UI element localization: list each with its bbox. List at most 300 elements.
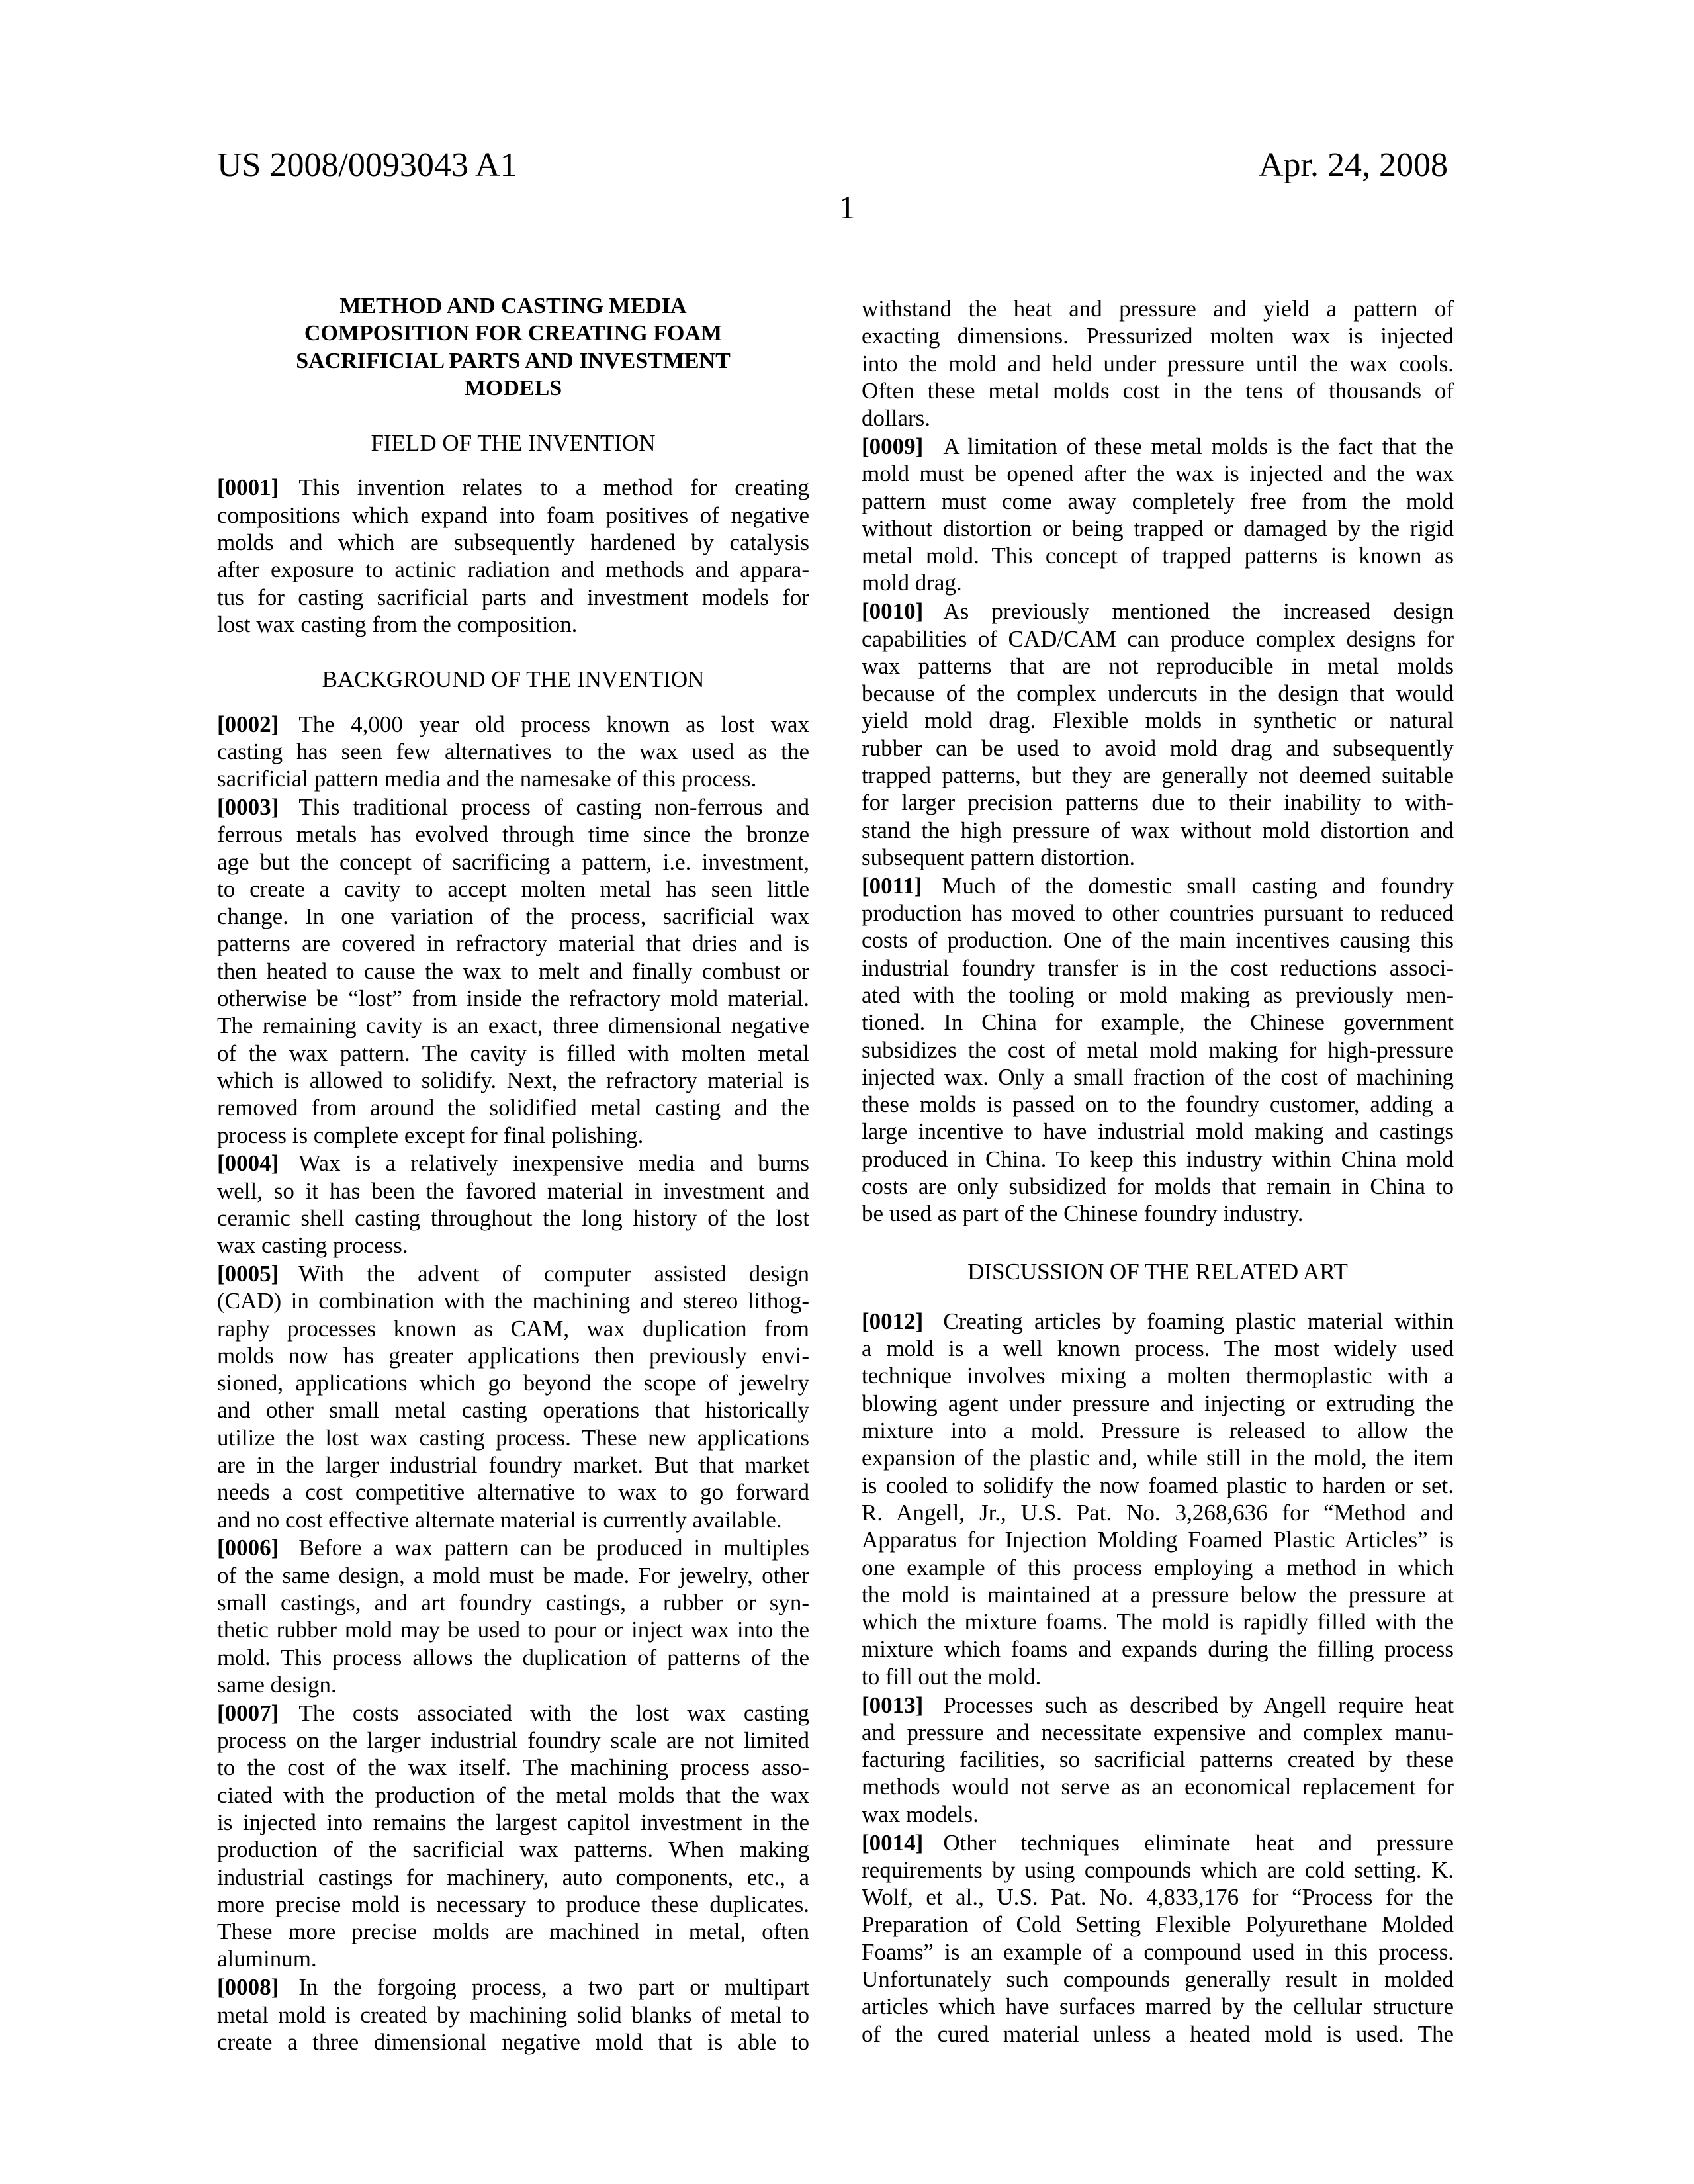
text-line-content bbox=[217, 1616, 809, 1643]
text-line bbox=[217, 1644, 809, 1671]
text-line-content bbox=[217, 738, 809, 765]
text-line-content bbox=[862, 1118, 1454, 1145]
text-line bbox=[217, 1616, 809, 1643]
paragraph bbox=[862, 598, 1454, 871]
paragraph-text: trapped patterns, but they are generally not deemed suitable bbox=[862, 762, 1454, 789]
text-line bbox=[217, 1945, 809, 1972]
text-line-content bbox=[217, 1836, 809, 1863]
text-line-content bbox=[217, 1506, 809, 1533]
text-line-content bbox=[862, 1036, 1454, 1064]
paragraph-text: injected wax. Only a small fraction of the cost of machining bbox=[862, 1064, 1454, 1090]
text-line bbox=[862, 515, 1454, 542]
paragraph-text: wax models. bbox=[862, 1801, 979, 1827]
text-line bbox=[217, 1700, 809, 1727]
text-line-content bbox=[862, 817, 1454, 844]
text-line bbox=[862, 1773, 1454, 1800]
text-line bbox=[217, 1177, 809, 1205]
paragraph-text: because of the complex undercuts in the design that would bbox=[862, 680, 1454, 707]
text-line bbox=[862, 1173, 1454, 1200]
text-line-content bbox=[217, 1067, 809, 1094]
paragraph-text: blowing agent under pressure and injecting or extruding the bbox=[862, 1390, 1454, 1416]
paragraph-text: patterns are covered in refractory material that dries and is bbox=[217, 931, 809, 957]
text-line-content bbox=[217, 1040, 809, 1067]
text-line-content bbox=[217, 1122, 809, 1149]
paragraph-text: lost wax casting from the composition. bbox=[217, 611, 578, 637]
paragraph-text: Preparation of Cold Setting Flexible Polyurethane Molded bbox=[862, 1911, 1454, 1938]
text-line-content bbox=[217, 584, 809, 611]
text-line-content bbox=[862, 1390, 1454, 1417]
text-line-content bbox=[217, 1094, 809, 1121]
text-line bbox=[217, 1479, 809, 1506]
paragraph-text: mixture into a mold. Pressure is released to allow the bbox=[862, 1418, 1454, 1444]
paragraph-text: the mold is maintained at a pressure below the pressure at bbox=[862, 1581, 1454, 1608]
paragraph-text: production of the sacrificial wax patterns. When making bbox=[217, 1837, 809, 1863]
text-line bbox=[862, 1856, 1454, 1884]
paragraph-text: Unfortunately such compounds generally result in molded bbox=[862, 1966, 1454, 1993]
text-line bbox=[862, 707, 1454, 734]
patent-title bbox=[217, 293, 809, 402]
text-line-content bbox=[217, 958, 809, 985]
text-line-content bbox=[217, 1754, 809, 1781]
paragraph-text: Before a wax pattern can be produced in multiples bbox=[298, 1535, 809, 1561]
paragraph-text: more precise mold is necessary to produce these duplicates. bbox=[217, 1891, 809, 1917]
text-line-content bbox=[862, 1009, 1454, 1036]
paragraph-text: mixture which foams and expands during the filling process bbox=[862, 1636, 1454, 1662]
section-heading-related-art: DISCUSSION OF THE RELATED ART bbox=[967, 1258, 1348, 1285]
text-line bbox=[217, 1727, 809, 1754]
section-heading-background: BACKGROUND OF THE INVENTION bbox=[322, 666, 705, 693]
text-line bbox=[217, 1671, 809, 1698]
paragraph-text: into the mold and held under pressure until the wax cools. bbox=[862, 350, 1454, 377]
text-line-content bbox=[862, 762, 1454, 789]
text-line bbox=[217, 794, 809, 821]
text-line-content bbox=[217, 1782, 809, 1809]
paragraph-text: create a three dimensional negative mold that is able to bbox=[217, 2028, 809, 2055]
text-line-content bbox=[217, 2001, 809, 2028]
paragraph-text: ferrous metals has evolved through time since the bronze bbox=[217, 821, 809, 848]
text-line bbox=[862, 1692, 1454, 1719]
text-line-content bbox=[862, 1554, 1454, 1581]
paragraph-text: Other techniques eliminate heat and pressure bbox=[943, 1829, 1454, 1856]
paragraph-number: [0009] bbox=[862, 433, 924, 459]
publication-number: US 2008/0093043 A1 bbox=[217, 146, 517, 184]
paragraph-text: requirements by using compounds which are cold setting. K. bbox=[862, 1856, 1454, 1883]
text-line-content bbox=[862, 1635, 1454, 1662]
paragraph-text: As previously mentioned the increased design bbox=[943, 598, 1454, 625]
text-line bbox=[862, 542, 1454, 569]
text-line-content bbox=[217, 1918, 809, 1945]
title-line: COMPOSITION FOR CREATING FOAM bbox=[304, 321, 723, 346]
text-line-content bbox=[217, 1396, 809, 1424]
text-line-content bbox=[862, 1829, 1454, 1856]
text-line-content bbox=[862, 1173, 1454, 1200]
paragraph-number: [0007] bbox=[217, 1700, 279, 1726]
text-line bbox=[217, 1260, 809, 1287]
text-line bbox=[217, 738, 809, 765]
paragraph-text: of the cured material unless a heated mold is used. The bbox=[862, 2021, 1454, 2047]
text-line-content bbox=[217, 1809, 809, 1836]
text-line bbox=[217, 1232, 809, 1259]
paragraph-text: which is allowed to solidify. Next, the refractory material is bbox=[217, 1067, 809, 1093]
text-line bbox=[862, 680, 1454, 707]
text-line-content bbox=[217, 611, 809, 638]
text-line-content bbox=[862, 1308, 1454, 1335]
paragraph-text: stand the high pressure of wax without mold distortion and bbox=[862, 817, 1454, 843]
text-line bbox=[217, 2028, 809, 2056]
paragraph-number: [0003] bbox=[217, 794, 279, 820]
text-line bbox=[862, 598, 1454, 625]
text-line-content bbox=[217, 502, 809, 529]
paragraph-number: [0010] bbox=[862, 598, 924, 625]
text-line bbox=[862, 1390, 1454, 1417]
text-line-content bbox=[862, 899, 1454, 927]
text-line bbox=[862, 1064, 1454, 1091]
text-line-content bbox=[862, 598, 1454, 625]
paragraph-text: same design. bbox=[217, 1671, 337, 1698]
text-line bbox=[862, 350, 1454, 377]
page-number: 1 bbox=[838, 189, 856, 226]
text-line bbox=[862, 1966, 1454, 1993]
paragraph-text: ceramic shell casting throughout the long history of the lost bbox=[217, 1205, 809, 1231]
paragraph-text: metal mold. This concept of trapped patterns is known as bbox=[862, 543, 1454, 569]
text-line-content bbox=[862, 735, 1454, 762]
paragraph-text: mold drag. bbox=[862, 570, 962, 596]
text-line bbox=[862, 1746, 1454, 1773]
text-line-content bbox=[862, 1526, 1454, 1553]
text-line-content bbox=[862, 433, 1454, 460]
text-line bbox=[862, 377, 1454, 404]
text-line-content bbox=[217, 1315, 809, 1342]
text-line-content bbox=[217, 1150, 809, 1177]
text-line-content bbox=[862, 927, 1454, 954]
paragraph-text: industrial castings for machinery, auto components, etc., a bbox=[217, 1864, 809, 1890]
text-line bbox=[862, 1884, 1454, 1911]
paragraph-text: then heated to cause the wax to melt and finally combust or bbox=[217, 958, 809, 984]
text-line bbox=[217, 930, 809, 957]
text-line-content bbox=[862, 322, 1454, 349]
text-line-content bbox=[862, 1692, 1454, 1719]
paragraph-text: molds now has greater applications then previously envi- bbox=[217, 1342, 809, 1369]
text-line bbox=[217, 1974, 809, 2001]
paragraph-text: aluminum. bbox=[217, 1946, 317, 1972]
text-line bbox=[862, 1719, 1454, 1746]
paragraph-text: is injected into remains the largest capitol investment in the bbox=[217, 1809, 809, 1835]
paragraph-text: production has moved to other countries pursuant to reduced bbox=[862, 900, 1454, 927]
paragraph-text: (CAD) in combination with the machining and stereo lithog- bbox=[217, 1288, 809, 1314]
text-line bbox=[217, 903, 809, 930]
paragraph-text: and other small metal casting operations that historically bbox=[217, 1397, 809, 1424]
related-art-paragraphs bbox=[862, 1308, 1454, 2048]
text-line-content bbox=[217, 794, 809, 821]
text-line bbox=[862, 954, 1454, 981]
publication-date: Apr. 24, 2008 bbox=[1259, 146, 1448, 184]
text-line bbox=[217, 1396, 809, 1424]
text-line-content bbox=[862, 1146, 1454, 1173]
paragraph-text: Much of the domestic small casting and foundry bbox=[942, 872, 1454, 899]
paragraph-text: metal mold is created by machining solid blanks of metal to bbox=[217, 2001, 809, 2028]
text-line bbox=[217, 1094, 809, 1121]
text-line bbox=[217, 1589, 809, 1616]
paragraph-text: wax casting process. bbox=[217, 1232, 408, 1259]
paragraph-text: are in the larger industrial foundry market. But that market bbox=[217, 1452, 809, 1479]
text-line-content bbox=[862, 569, 1454, 596]
text-line-content bbox=[862, 377, 1454, 404]
text-line-content bbox=[217, 1287, 809, 1314]
text-line-content bbox=[217, 765, 809, 792]
text-line-content bbox=[862, 404, 1454, 432]
text-line-content bbox=[217, 1260, 809, 1287]
text-line bbox=[862, 625, 1454, 653]
paragraph-text: Foams” is an example of a compound used in this process. bbox=[862, 1938, 1454, 1965]
text-line-content bbox=[862, 1663, 1454, 1690]
paragraph-text: of the wax pattern. The cavity is filled with molten metal bbox=[217, 1040, 809, 1066]
paragraph-text: needs a cost competitive alternative to wax to go forward bbox=[217, 1479, 809, 1506]
text-line bbox=[217, 1342, 809, 1369]
text-line-content bbox=[217, 1864, 809, 1891]
paragraph-text: change. In one variation of the process, sacrificial wax bbox=[217, 903, 809, 930]
paragraph-text: Creating articles by foaming plastic material within bbox=[943, 1308, 1454, 1334]
paragraph-text: methods would not serve as an economical replacement for bbox=[862, 1774, 1454, 1800]
paragraph-text: produced in China. To keep this industry within China mold bbox=[862, 1146, 1454, 1172]
paragraph-text: capabilities of CAD/CAM can produce complex designs for bbox=[862, 625, 1454, 652]
paragraph bbox=[217, 1700, 809, 1973]
text-line-content bbox=[217, 848, 809, 876]
text-line-content bbox=[862, 350, 1454, 377]
text-line bbox=[862, 1499, 1454, 1526]
paragraph-text: rubber can be used to avoid mold drag and subsequently bbox=[862, 735, 1454, 761]
paragraph-text: tioned. In China for example, the Chinese government bbox=[862, 1009, 1454, 1036]
text-line bbox=[217, 1122, 809, 1149]
paragraph-text: to fill out the mold. bbox=[862, 1663, 1042, 1690]
text-line-content bbox=[862, 460, 1454, 487]
paragraph-number: [0002] bbox=[217, 711, 279, 737]
paragraph bbox=[217, 794, 809, 1149]
text-line-content bbox=[862, 844, 1454, 871]
text-line bbox=[217, 711, 809, 738]
text-line bbox=[862, 1801, 1454, 1828]
paragraph-text: tus for casting sacrificial parts and investment models for bbox=[217, 584, 809, 610]
text-line-content bbox=[862, 625, 1454, 653]
text-line-content bbox=[862, 789, 1454, 816]
text-line-content bbox=[217, 1562, 809, 1589]
text-line bbox=[217, 848, 809, 876]
text-line-content bbox=[862, 1200, 1454, 1227]
text-line bbox=[217, 1287, 809, 1314]
text-line bbox=[862, 653, 1454, 680]
text-line-content bbox=[862, 1581, 1454, 1608]
text-line bbox=[862, 1911, 1454, 1938]
text-line bbox=[217, 1562, 809, 1589]
paragraph bbox=[217, 1260, 809, 1533]
text-line bbox=[862, 872, 1454, 899]
text-line bbox=[217, 821, 809, 848]
text-line-content bbox=[862, 1091, 1454, 1118]
paragraph-text: industrial foundry transfer is in the cost reductions associ- bbox=[862, 954, 1454, 981]
paragraph-text: thetic rubber mold may be used to pour or inject wax into the bbox=[217, 1617, 809, 1643]
text-line bbox=[862, 1118, 1454, 1145]
paragraph-text: sioned, applications which go beyond the scope of jewelry bbox=[217, 1370, 809, 1396]
paragraph-text: exacting dimensions. Pressurized molten wax is injected bbox=[862, 323, 1454, 349]
paragraph-number: [0005] bbox=[217, 1261, 279, 1287]
paragraph-text: subsequent pattern distortion. bbox=[862, 844, 1136, 870]
text-line-content bbox=[862, 680, 1454, 707]
paragraph-text: process on the larger industrial foundry scale are not limited bbox=[217, 1727, 809, 1754]
text-line-content bbox=[862, 1773, 1454, 1800]
paragraph-text: without distortion or being trapped or damaged by the rigid bbox=[862, 515, 1454, 541]
text-line-content bbox=[862, 488, 1454, 515]
paragraph-number: [0006] bbox=[217, 1535, 279, 1561]
text-line bbox=[217, 584, 809, 611]
text-line bbox=[217, 1369, 809, 1396]
text-line bbox=[862, 295, 1454, 322]
paragraph-text: small castings, and art foundry castings, a rubber or syn- bbox=[217, 1590, 809, 1616]
paragraph-text: utilize the lost wax casting process. These new applications bbox=[217, 1424, 809, 1451]
text-line bbox=[862, 2021, 1454, 2048]
paragraph-text: With the advent of computer assisted design bbox=[298, 1261, 809, 1287]
text-line bbox=[862, 1635, 1454, 1662]
paragraph-number: [0014] bbox=[862, 1829, 924, 1856]
paragraph-text: yield mold drag. Flexible molds in synthetic or natural bbox=[862, 707, 1454, 734]
text-line bbox=[217, 958, 809, 985]
text-line-content bbox=[862, 1801, 1454, 1828]
text-line-content bbox=[862, 981, 1454, 1009]
text-line bbox=[217, 1205, 809, 1232]
paragraph-text: well, so it has been the favored material in investment and bbox=[217, 1177, 809, 1204]
paragraph-number: [0001] bbox=[217, 475, 279, 501]
text-line-content bbox=[217, 1451, 809, 1479]
left-column bbox=[217, 293, 809, 2057]
text-line bbox=[862, 1472, 1454, 1499]
text-line bbox=[217, 1040, 809, 1067]
text-line bbox=[862, 927, 1454, 954]
text-line-content bbox=[862, 542, 1454, 569]
text-line-content bbox=[862, 2021, 1454, 2048]
text-line-content bbox=[217, 1232, 809, 1259]
paragraph-text: In the forgoing process, a two part or multipart bbox=[298, 1974, 809, 2001]
text-line-content bbox=[862, 1335, 1454, 1362]
paragraph-text: ciated with the production of the metal molds that the wax bbox=[217, 1782, 809, 1808]
text-line bbox=[862, 404, 1454, 432]
field-paragraphs bbox=[217, 474, 809, 638]
paragraph-text: age but the concept of sacrificing a pattern, i.e. investment, bbox=[217, 848, 809, 875]
paragraph-number: [0011] bbox=[862, 872, 922, 899]
text-line-content bbox=[217, 1342, 809, 1369]
text-line bbox=[217, 529, 809, 556]
text-line bbox=[862, 1526, 1454, 1553]
paragraph bbox=[862, 872, 1454, 1228]
paragraph-text: This traditional process of casting non-ferrous and bbox=[298, 794, 809, 820]
paragraph-text: Wax is a relatively inexpensive media and burns bbox=[298, 1150, 809, 1177]
paragraph-text: raphy processes known as CAM, wax duplication from bbox=[217, 1315, 809, 1342]
text-line-content bbox=[862, 954, 1454, 981]
text-line bbox=[862, 1663, 1454, 1690]
text-line bbox=[217, 1809, 809, 1836]
paragraph-text: mold must be opened after the wax is injected and the wax bbox=[862, 461, 1454, 487]
text-line bbox=[217, 611, 809, 638]
text-line-content bbox=[862, 653, 1454, 680]
paragraph-text: The remaining cavity is an exact, three dimensional negative bbox=[217, 1013, 809, 1039]
paragraph-text: mold. This process allows the duplication of patterns of the bbox=[217, 1644, 809, 1670]
paragraph-text: molds and which are subsequently hardened by catalysis bbox=[217, 529, 809, 556]
paragraph-text: articles which have surfaces marred by the cellular structure bbox=[862, 1993, 1454, 2020]
text-line-content bbox=[217, 985, 809, 1012]
paragraph-text: to create a cavity to accept molten metal has seen little bbox=[217, 876, 809, 902]
text-line-content bbox=[217, 1644, 809, 1671]
paragraph-text: A limitation of these metal molds is the fact that the bbox=[943, 433, 1454, 459]
paragraph-number: [0012] bbox=[862, 1308, 924, 1334]
paragraph-text: wax patterns that are not reproducible in metal molds bbox=[862, 653, 1454, 679]
text-line bbox=[862, 1200, 1454, 1227]
text-line bbox=[217, 1534, 809, 1561]
paragraph-text: pattern must come away completely free from the mold bbox=[862, 488, 1454, 514]
paragraph-text: facturing facilities, so sacrificial patterns created by these bbox=[862, 1747, 1454, 1773]
paragraph-text: these molds is passed on to the foundry customer, adding a bbox=[862, 1091, 1454, 1118]
text-line-content bbox=[862, 1746, 1454, 1773]
text-line bbox=[862, 1554, 1454, 1581]
text-line-content bbox=[217, 903, 809, 930]
paragraph-text: dollars. bbox=[862, 405, 931, 432]
text-line-content bbox=[862, 1362, 1454, 1389]
text-line-content bbox=[862, 295, 1454, 322]
text-line bbox=[217, 1782, 809, 1809]
text-line bbox=[862, 1308, 1454, 1335]
text-line bbox=[862, 981, 1454, 1009]
text-line bbox=[217, 1150, 809, 1177]
text-line-content bbox=[862, 1911, 1454, 1938]
text-line bbox=[217, 1424, 809, 1451]
paragraph-text: technique involves mixing a molten thermoplastic with a bbox=[862, 1363, 1454, 1389]
text-line-content bbox=[217, 711, 809, 738]
text-line bbox=[862, 1993, 1454, 2020]
paragraph-text: subsidizes the cost of metal mold making for high-pressure bbox=[862, 1036, 1454, 1063]
text-line-content bbox=[217, 1589, 809, 1616]
paragraph-text: after exposure to actinic radiation and methods and appara- bbox=[217, 557, 809, 583]
text-line-content bbox=[217, 876, 809, 903]
paragraph-text: for larger precision patterns due to their inability to with- bbox=[862, 790, 1454, 816]
text-line-content bbox=[862, 1966, 1454, 1993]
text-line bbox=[217, 556, 809, 583]
paragraph-text: withstand the heat and pressure and yield a pattern of bbox=[862, 296, 1454, 322]
paragraph bbox=[217, 711, 809, 793]
paragraph-text: expansion of the plastic and, while still in the mold, the item bbox=[862, 1445, 1454, 1471]
text-line-content bbox=[217, 1177, 809, 1205]
text-line-content bbox=[217, 529, 809, 556]
paragraph-text: Processes such as described by Angell require heat bbox=[943, 1692, 1454, 1718]
text-line bbox=[862, 844, 1454, 871]
paragraph-text: R. Angell, Jr., U.S. Pat. No. 3,268,636 for “Method and bbox=[862, 1499, 1454, 1525]
text-line bbox=[862, 1938, 1454, 1966]
paragraph-text: costs of production. One of the main incentives causing this bbox=[862, 927, 1454, 954]
text-line-content bbox=[217, 1727, 809, 1754]
text-line bbox=[862, 1608, 1454, 1635]
text-line bbox=[217, 1315, 809, 1342]
paragraph-text: and no cost effective alternate material is currently available. bbox=[217, 1506, 782, 1533]
text-line-content bbox=[862, 1938, 1454, 1966]
text-line-content bbox=[862, 1993, 1454, 2020]
text-line bbox=[862, 762, 1454, 789]
text-line bbox=[862, 460, 1454, 487]
text-line bbox=[217, 1067, 809, 1094]
text-line-content bbox=[862, 1064, 1454, 1091]
paragraph bbox=[862, 1692, 1454, 1828]
paragraph-text: one example of this process employing a method in which bbox=[862, 1554, 1454, 1580]
text-line-content bbox=[862, 1417, 1454, 1444]
paragraph-text: casting has seen few alternatives to the wax used as the bbox=[217, 738, 809, 764]
text-line bbox=[862, 1417, 1454, 1444]
text-line-content bbox=[862, 707, 1454, 734]
text-line-content bbox=[217, 1012, 809, 1039]
text-line-content bbox=[217, 1369, 809, 1396]
